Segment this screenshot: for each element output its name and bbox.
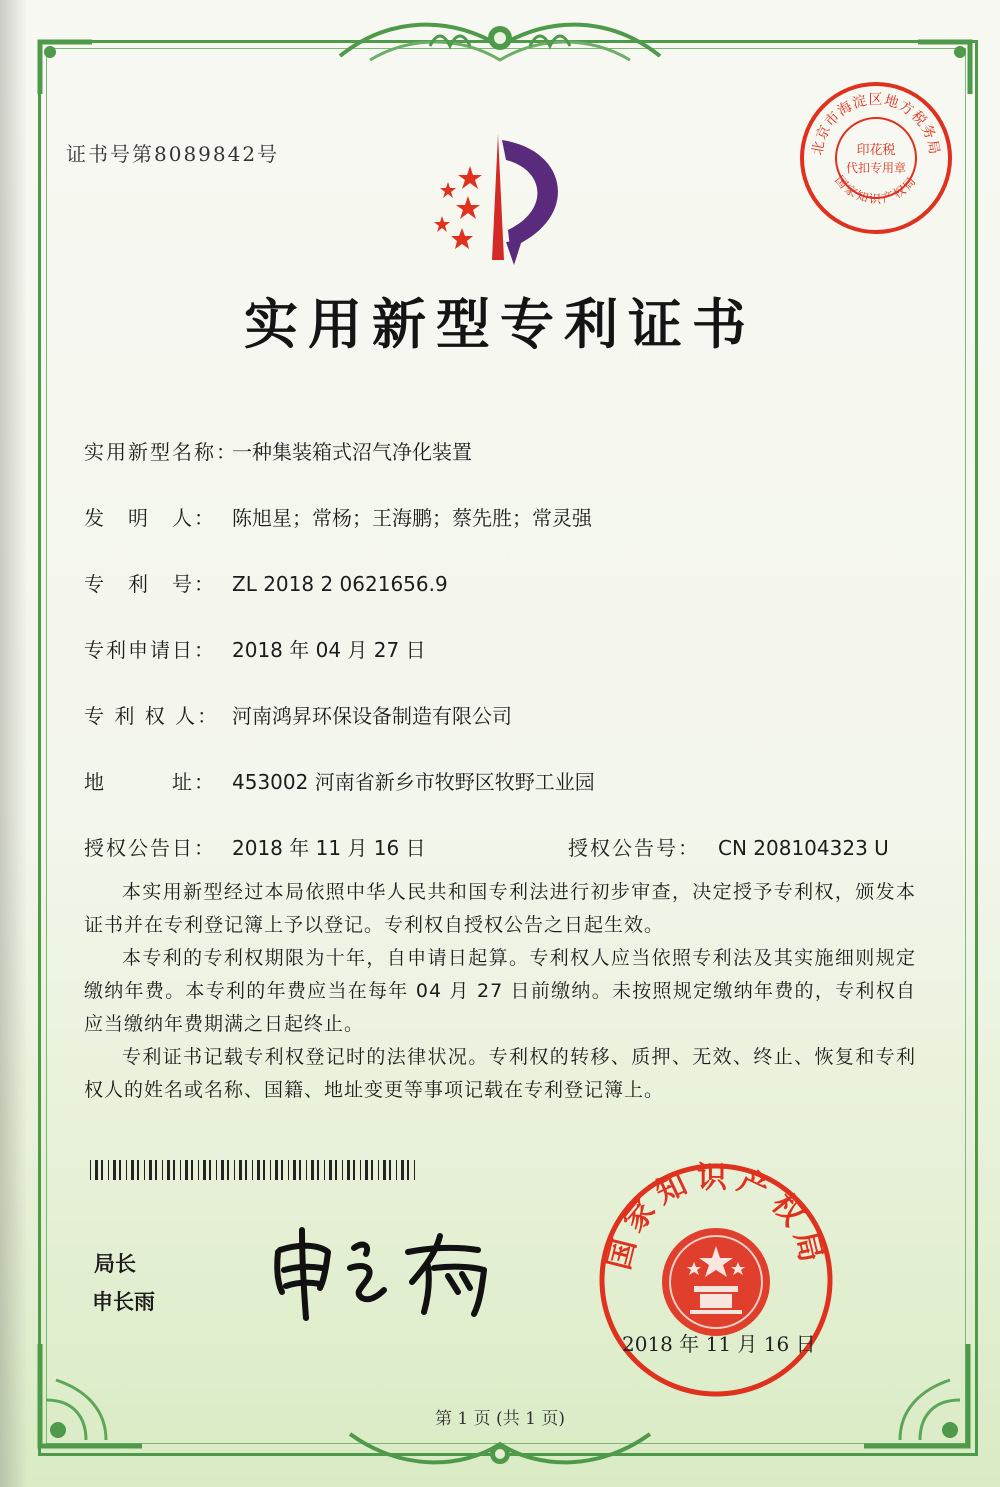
barcode-bar [281,1160,283,1180]
barcode-bar [144,1160,145,1180]
field-address [84,766,595,795]
field-patent-number [84,568,448,597]
barcode-bar [365,1160,368,1180]
barcode-bar [347,1160,350,1180]
page-title: 实用新型专利证书 [244,293,756,356]
barcode-bar [113,1160,116,1180]
field-value: ZL 2018 2 0621656.9 [232,572,448,596]
field-label: 地 址： [84,770,216,794]
body-paragraph-2: 本专利的专利权期限为十年，自申请日起算。专利权人应当依照专利法及其实施细则规定缴纳年费。本专利的年费应当在每年 04 月 27 日前缴纳。未按照规定缴纳年费的，专利权自应当缴纳年费期满之日起终止。 [84,947,916,1035]
barcode-bar [383,1160,386,1180]
cnipa-official-seal [596,1160,836,1400]
body-paragraph-3: 专利证书记载专利权登记时的法律状况。专利权的转移、质押、无效、终止、恢复和专利权人的姓名或名称、国籍、地址变更等事项记载在专利登记簿上。 [84,1046,916,1101]
barcode-bar [378,1160,379,1180]
barcode-bar [306,1160,307,1180]
barcode-bar [263,1160,265,1180]
tax-seal-outer-text: 北京市海淀区地方税务局 [809,92,943,157]
field-value: 陈旭星；常杨；王海鹏；蔡先胜；常灵强 [232,506,592,530]
barcode-bar [234,1160,235,1180]
corner-ornament-bottom-right [860,1340,974,1452]
barcode-bar [396,1160,397,1180]
barcode-bar [389,1160,391,1180]
barcode-bar [180,1160,181,1180]
barcode-bar [353,1160,355,1180]
corner-ornament-top-left [36,38,96,98]
svg-text:国家知识产权局 [832,173,920,206]
barcode-bar [335,1160,337,1180]
field-label: 专 利 号： [84,572,216,596]
tax-stamp-seal [796,78,956,238]
body-paragraph-1: 本实用新型经过本局依照中华人民共和国专利法进行初步审查，决定授予专利权，颁发本证书并在专利登记簿上予以登记。专利权自授权公告之日起生效。 [84,881,916,936]
field-label: 实用新型名称： [84,440,238,464]
barcode-bar [342,1160,343,1180]
field-utility-model-name [84,436,472,465]
barcode-bar [239,1160,242,1180]
field-label: 发 明 人： [84,506,216,530]
binding-shadow [0,0,26,1487]
barcode-bar [167,1160,170,1180]
barcode-bar [173,1160,175,1180]
barcode-bar [119,1160,121,1180]
field-value: 2018 年 11 月 16 日 [232,836,426,860]
field-value: 一种集装箱式沼气净化装置 [232,440,472,464]
barcode-bar [221,1160,224,1180]
barcode-bar [245,1160,247,1180]
tax-seal-inner-line2: 代扣专用章 [845,161,907,175]
barcode-bar [275,1160,278,1180]
top-ornament [330,16,670,76]
field-inventors [84,502,592,531]
barcode-bar [407,1160,409,1180]
barcode-bar [360,1160,361,1180]
barcode-bar [90,1160,91,1180]
page-number: 第 1 页 (共 1 页) [435,1409,565,1429]
barcode-bar [299,1160,301,1180]
barcode-bar [371,1160,373,1180]
barcode-bar [252,1160,253,1180]
barcode-bar [317,1160,319,1180]
field-label: 授权公告日： [84,836,216,860]
barcode-bar [329,1160,332,1180]
field-patentee [84,700,512,729]
director-name: 申长雨 [92,1290,155,1314]
field-grant-publication-date [84,832,426,861]
field-label: 专利申请日： [84,638,216,662]
seal-arc-text: 国家知识产权局 [601,1160,831,1274]
cnipa-logo [410,130,590,270]
barcode-bar [108,1160,109,1180]
barcode-bar [270,1160,271,1180]
barcode-bar [198,1160,199,1180]
barcode-bar [227,1160,229,1180]
barcode-bar [137,1160,139,1180]
field-value: 河南鸿昇环保设备制造有限公司 [232,704,512,728]
field-value: 2018 年 04 月 27 日 [232,638,426,662]
field-grant-publication-number [568,832,889,861]
barcode-bar [191,1160,193,1180]
barcode-bar [126,1160,127,1180]
barcode-bar [401,1160,404,1180]
barcode-bar [288,1160,289,1180]
tax-seal-inner-line1: 印花税 [856,143,896,158]
director-title: 局长 [94,1252,136,1276]
bottom-ornament [340,1424,660,1474]
barcode-bar [101,1160,103,1180]
barcode-bar [324,1160,325,1180]
barcode-bar [311,1160,314,1180]
issue-date: 2018 年 11 月 16 日 [622,1332,816,1356]
field-label: 专 利 权 人： [84,704,220,728]
barcode-bar [155,1160,157,1180]
field-value: 453002 河南省新乡市牧野区牧野工业园 [232,770,595,794]
field-value: CN 208104323 U [718,836,889,860]
barcode-bar [95,1160,98,1180]
barcode-bar [257,1160,260,1180]
barcode-bar [162,1160,163,1180]
tax-seal-bottom-text: 国家知识产权局 [832,173,920,206]
field-label: 授权公告号： [568,836,700,860]
barcode [90,1160,420,1180]
barcode-bar [293,1160,296,1180]
certificate-number: 证书号第8089842号 [66,142,280,166]
corner-ornament-bottom-left [36,1340,146,1452]
barcode-bar [185,1160,188,1180]
barcode-bar [414,1160,415,1180]
field-filing-date [84,634,426,663]
barcode-bar [209,1160,211,1180]
barcode-bar [216,1160,217,1180]
barcode-bar [131,1160,134,1180]
barcode-bar [203,1160,206,1180]
barcode-bar [149,1160,152,1180]
director-signature [258,1222,508,1322]
